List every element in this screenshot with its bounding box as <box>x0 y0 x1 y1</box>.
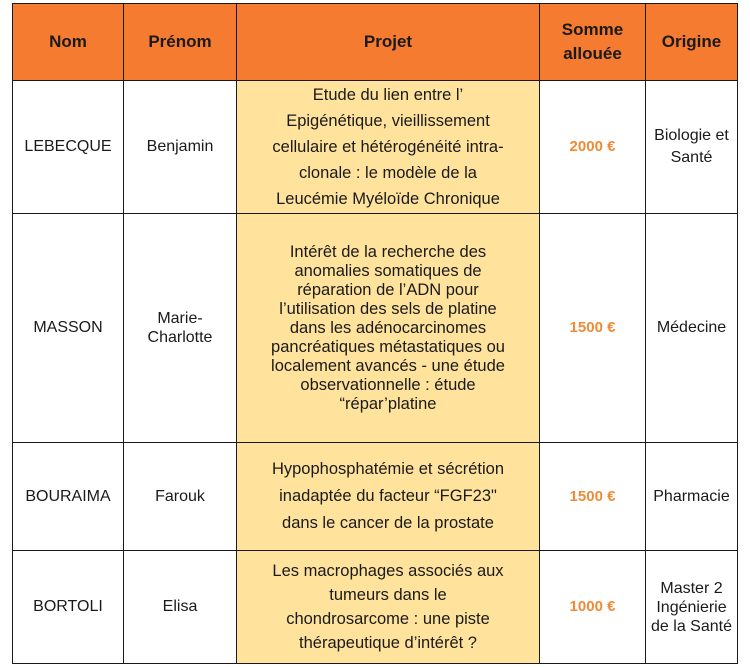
projet-line: inadaptée du facteur “FGF23" <box>279 487 497 505</box>
table-row <box>13 443 738 551</box>
cell-somme: 1000 € <box>540 551 646 664</box>
projet-line: anomalies somatiques de <box>294 261 482 280</box>
projet-line: Les macrophages associés aux <box>272 562 504 580</box>
origine-line: Master 2 <box>660 579 723 597</box>
table-row <box>13 214 738 443</box>
projet-line: observationnelle : étude <box>300 375 476 394</box>
cell-projet <box>237 443 540 551</box>
projet-line: chondrosarcome : une piste <box>286 610 490 628</box>
origine-line: Ingénierie <box>656 598 727 616</box>
cell-origine <box>646 81 738 214</box>
origine-line: Médecine <box>656 319 727 336</box>
cell-nom: BORTOLI <box>13 551 124 664</box>
projet-line: dans les adénocarcinomes <box>289 318 487 337</box>
cell-origine <box>646 214 738 443</box>
origine-line: Santé <box>670 149 713 166</box>
projet-line: clonale : le modèle de la <box>299 164 477 182</box>
projet-line: Leucémie Myéloïde Chronique <box>276 190 500 208</box>
table-row <box>13 81 738 214</box>
cell-nom: BOURAIMA <box>13 443 124 551</box>
header-prenom: Prénom <box>124 4 237 81</box>
cell-projet <box>237 551 540 664</box>
cell-somme: 1500 € <box>540 443 646 551</box>
cell-projet <box>237 214 540 443</box>
cell-prenom <box>124 214 237 443</box>
header-somme <box>540 4 646 81</box>
projet-line: Etude du lien entre l’ <box>312 86 464 104</box>
origine-line: Pharmacie <box>653 487 730 505</box>
projet-line: Intérêt de la recherche des <box>289 242 487 261</box>
cell-origine <box>646 551 738 664</box>
header-projet: Projet <box>237 4 540 81</box>
table-row <box>13 551 738 664</box>
projet-line: “répar’platine <box>339 394 437 413</box>
cell-somme: 1500 € <box>540 214 646 443</box>
prenom-line: Marie- <box>157 310 203 327</box>
projet-line: pancréatiques métastatiques ou <box>271 337 505 356</box>
header-origine: Origine <box>646 4 738 81</box>
funding-table <box>12 3 738 664</box>
cell-nom: LEBECQUE <box>13 81 124 214</box>
cell-somme: 2000 € <box>540 81 646 214</box>
cell-nom: MASSON <box>13 214 124 443</box>
cell-projet <box>237 81 540 214</box>
projet-line: tumeurs dans le <box>329 586 447 604</box>
origine-line: de la Santé <box>651 617 732 635</box>
header-somme-line: allouée <box>563 44 622 63</box>
projet-line: dans le cancer de la prostate <box>282 514 494 532</box>
cell-origine <box>646 443 738 551</box>
projet-line: réparation de l’ADN pour <box>297 280 479 299</box>
cell-prenom <box>124 81 237 214</box>
origine-line: Biologie et <box>654 127 729 144</box>
cell-prenom <box>124 443 237 551</box>
cell-prenom <box>124 551 237 664</box>
projet-line: thérapeutique d’intérêt ? <box>299 634 477 652</box>
header-row <box>13 4 738 81</box>
prenom-line: Elisa <box>162 598 198 615</box>
projet-line: l’utilisation des sels de platine <box>279 299 497 318</box>
projet-line: cellulaire et hétérogénéité intra- <box>272 138 504 156</box>
header-somme-line: Somme <box>561 20 624 39</box>
header-nom: Nom <box>13 4 124 81</box>
prenom-line: Charlotte <box>147 329 213 346</box>
projet-line: Hypophosphatémie et sécrétion <box>271 460 505 478</box>
projet-line: localement avancés - une étude <box>271 356 505 375</box>
projet-line: Epigénétique, vieillissement <box>286 112 490 130</box>
prenom-line: Benjamin <box>146 138 214 155</box>
prenom-line: Farouk <box>155 487 205 505</box>
